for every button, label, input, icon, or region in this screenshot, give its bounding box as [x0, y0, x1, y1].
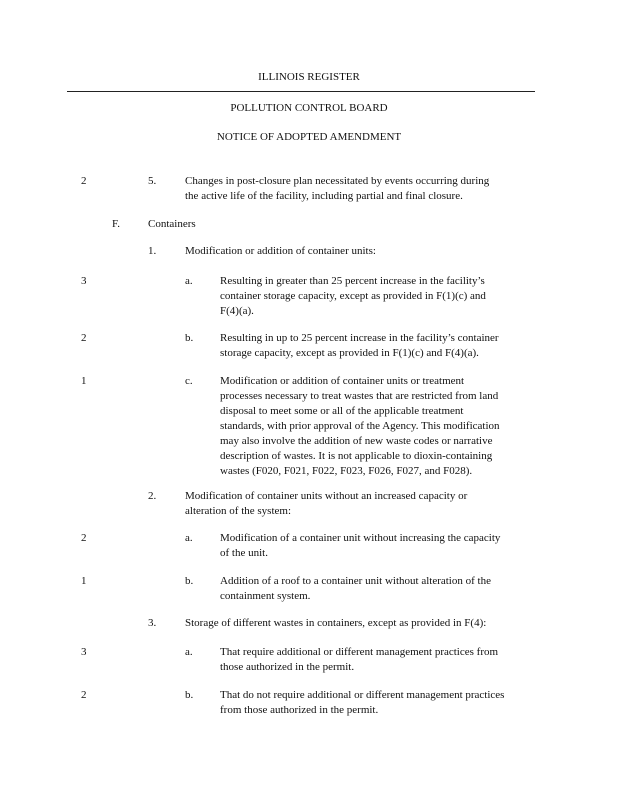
item-marker: 1.: [148, 245, 157, 257]
item-text: [185, 174, 489, 204]
text-line: container storage capacity, except as provided in F(1)(c) and: [220, 290, 486, 302]
item-marker: 3.: [148, 617, 157, 629]
header-rule: [67, 91, 535, 92]
section-heading: [148, 217, 196, 232]
text-line: Modification of a container unit without increasing the capacity: [220, 532, 501, 544]
text-line: may also involve the addition of new waste codes or narrative: [220, 435, 493, 447]
item-text: [185, 489, 467, 519]
board-title: POLLUTION CONTROL BOARD: [230, 102, 388, 114]
subitem-marker: a.: [185, 646, 193, 658]
item-text: [220, 274, 486, 319]
text-line: those authorized in the permit.: [220, 661, 355, 673]
item-text: [220, 331, 499, 361]
text-line: Storage of different wastes in containers, except as provided in F(4):: [185, 617, 487, 629]
item-text: [185, 244, 376, 259]
item-text: [220, 645, 498, 675]
text-line: from those authorized in the permit.: [220, 704, 379, 716]
class-number: 2: [81, 532, 87, 544]
item-marker: 2.: [148, 490, 157, 502]
class-number: 2: [81, 175, 87, 187]
subitem-marker: b.: [185, 689, 194, 701]
text-line: storage capacity, except as provided in F(1)(c) and F(4)(a).: [220, 347, 479, 359]
item-text: [220, 688, 504, 718]
text-line: of the unit.: [220, 547, 268, 559]
text-line: Modification or addition of container units or treatment: [220, 375, 465, 387]
text-line: the active life of the facility, including partial and final closure.: [185, 190, 463, 202]
text-line: That require additional or different management practices from: [220, 646, 499, 658]
subitem-marker: a.: [185, 532, 193, 544]
class-number: 1: [81, 575, 87, 587]
class-number: 3: [81, 275, 87, 287]
item-marker: 5.: [148, 175, 157, 187]
section-marker: F.: [112, 218, 120, 230]
text-line: Modification of container units without an increased capacity or: [185, 490, 468, 502]
subitem-marker: b.: [185, 575, 194, 587]
subitem-marker: b.: [185, 332, 194, 344]
text-line: F(4)(a).: [220, 305, 254, 317]
subitem-marker: c.: [185, 375, 193, 387]
item-text: [185, 616, 486, 631]
text-line: Modification or addition of container units:: [185, 245, 376, 257]
class-number: 1: [81, 375, 87, 387]
text-line: That do not require additional or different management practices: [220, 689, 505, 701]
text-line: alteration of the system:: [185, 505, 291, 517]
class-number: 2: [81, 332, 87, 344]
text-line: containment system.: [220, 590, 311, 602]
item-text: [220, 574, 491, 604]
subitem-marker: a.: [185, 275, 193, 287]
text-line: processes necessary to treat wastes that are restricted from land: [220, 390, 499, 402]
text-line: disposal to meet some or all of the applicable treatment: [220, 405, 464, 417]
item-text: [220, 531, 500, 561]
class-number: 2: [81, 689, 87, 701]
text-line: standards, with prior approval of the Agency. This modification: [220, 420, 500, 432]
text-line: description of wastes. It is not applicable to dioxin-containing: [220, 450, 493, 462]
text-line: Resulting in greater than 25 percent increase in the facility’s: [220, 275, 485, 287]
class-number: 3: [81, 646, 87, 658]
register-title: ILLINOIS REGISTER: [258, 71, 360, 83]
text-line: Resulting in up to 25 percent increase in the facility’s container: [220, 332, 499, 344]
text-line: Changes in post-closure plan necessitated by events occurring during: [185, 175, 490, 187]
text-line: Containers: [148, 218, 196, 230]
text-line: Addition of a roof to a container unit without alteration of the: [220, 575, 491, 587]
text-line: wastes (F020, F021, F022, F023, F026, F027, and F028).: [220, 465, 473, 477]
notice-title: NOTICE OF ADOPTED AMENDMENT: [216, 131, 402, 143]
item-text: [220, 374, 500, 479]
